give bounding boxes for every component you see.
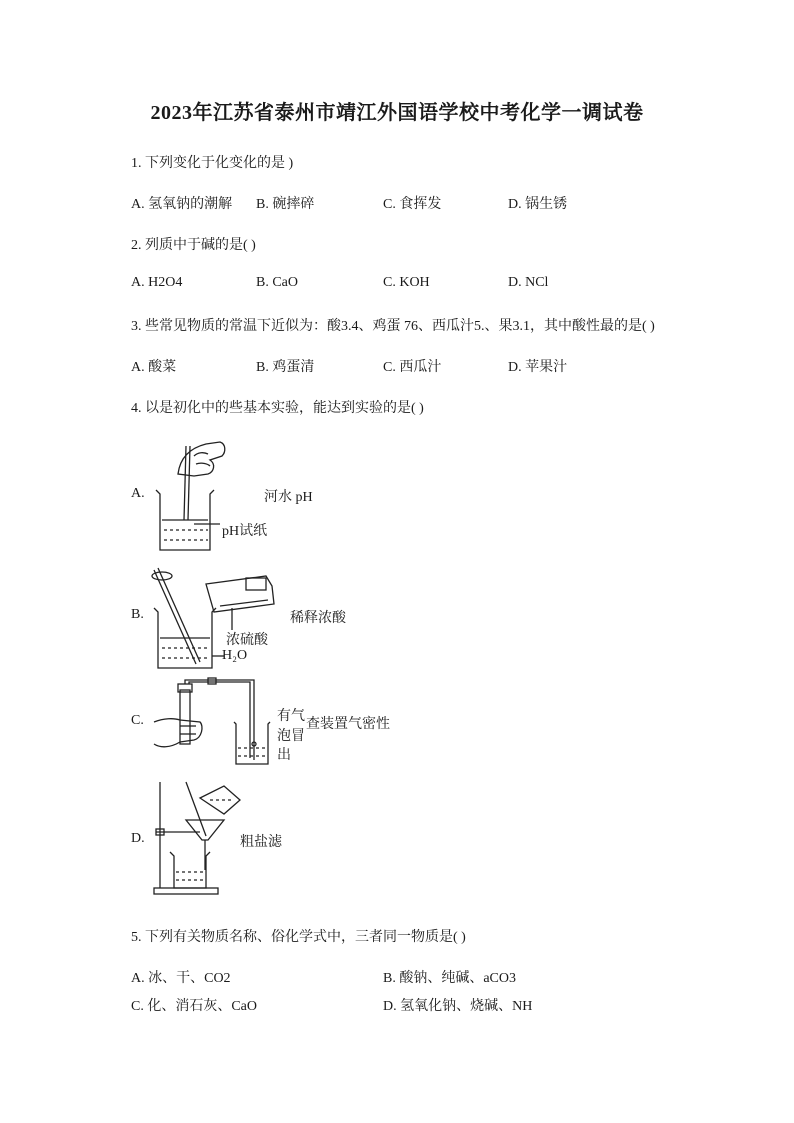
question-1-option-a: A. 氢氧钠的潮解: [131, 197, 233, 212]
ph-test-figure: [150, 436, 230, 554]
airtightness-caption: 查装置气密性: [306, 717, 390, 732]
question-2-option-d: D. NCl: [508, 275, 549, 290]
question-4-option-a: A.: [131, 486, 145, 501]
filtration-figure: [150, 778, 250, 896]
question-5-option-b: B. 酸钠、纯碱、aCO3: [383, 971, 516, 986]
question-5-option-c: C. 化、消石灰、CaO: [131, 999, 257, 1014]
ph-paper-label: pH试纸: [222, 524, 268, 539]
ph-test-caption: 河水 pH: [264, 490, 313, 505]
question-5-option-d: D. 氢氧化钠、烧碱、NH: [383, 999, 533, 1014]
question-1-option-c: C. 食挥发: [383, 197, 442, 212]
question-1-option-d: D. 锅生锈: [508, 197, 568, 212]
bubble-label-2: 泡冒: [277, 729, 305, 744]
question-3-option-c: C. 西瓜汁: [383, 360, 442, 375]
question-4-option-d: D.: [131, 831, 145, 846]
question-3-stem: 3. 些常见物质的常温下近似为：酸3.4、鸡蛋 76、西瓜汁5.、果3.1，其中酸性最的是( ): [131, 319, 655, 334]
question-5-stem: 5. 下列有关物质名称、俗化学式中，三者同一物质是( ): [131, 930, 466, 945]
dilute-acid-figure: [150, 564, 280, 672]
question-4-stem: 4. 以是初化中的些基本实验，能达到实验的是( ): [131, 401, 424, 416]
question-4-option-b: B.: [131, 607, 144, 622]
bubble-label-1: 有气: [277, 709, 305, 724]
filtration-caption: 粗盐滤: [240, 835, 282, 850]
question-5-option-a: A. 冰、干、CO2: [131, 971, 231, 986]
question-2-option-b: B. CaO: [256, 275, 298, 290]
question-2-option-a: A. H2O4: [131, 275, 183, 290]
airtightness-figure: [150, 678, 280, 778]
concentrated-acid-label: 浓硫酸: [226, 633, 268, 648]
question-2-stem: 2. 列质中于碱的是( ): [131, 238, 256, 253]
bubble-label-3: 出: [277, 748, 291, 763]
question-3-option-b: B. 鸡蛋清: [256, 360, 315, 375]
question-3-option-a: A. 酸菜: [131, 360, 177, 375]
water-label: H₂O: [222, 648, 248, 663]
question-2-option-c: C. KOH: [383, 275, 430, 290]
question-1-stem: 1. 下列变化于化变化的是 ): [131, 156, 294, 171]
question-4-option-c: C.: [131, 713, 144, 728]
dilute-acid-caption: 稀释浓酸: [290, 611, 346, 626]
question-3-option-d: D. 苹果汁: [508, 360, 568, 375]
question-1-option-b: B. 碗摔碎: [256, 197, 315, 212]
page-title: 2023年江苏省泰州市靖江外国语学校中考化学一调试卷: [150, 102, 644, 124]
